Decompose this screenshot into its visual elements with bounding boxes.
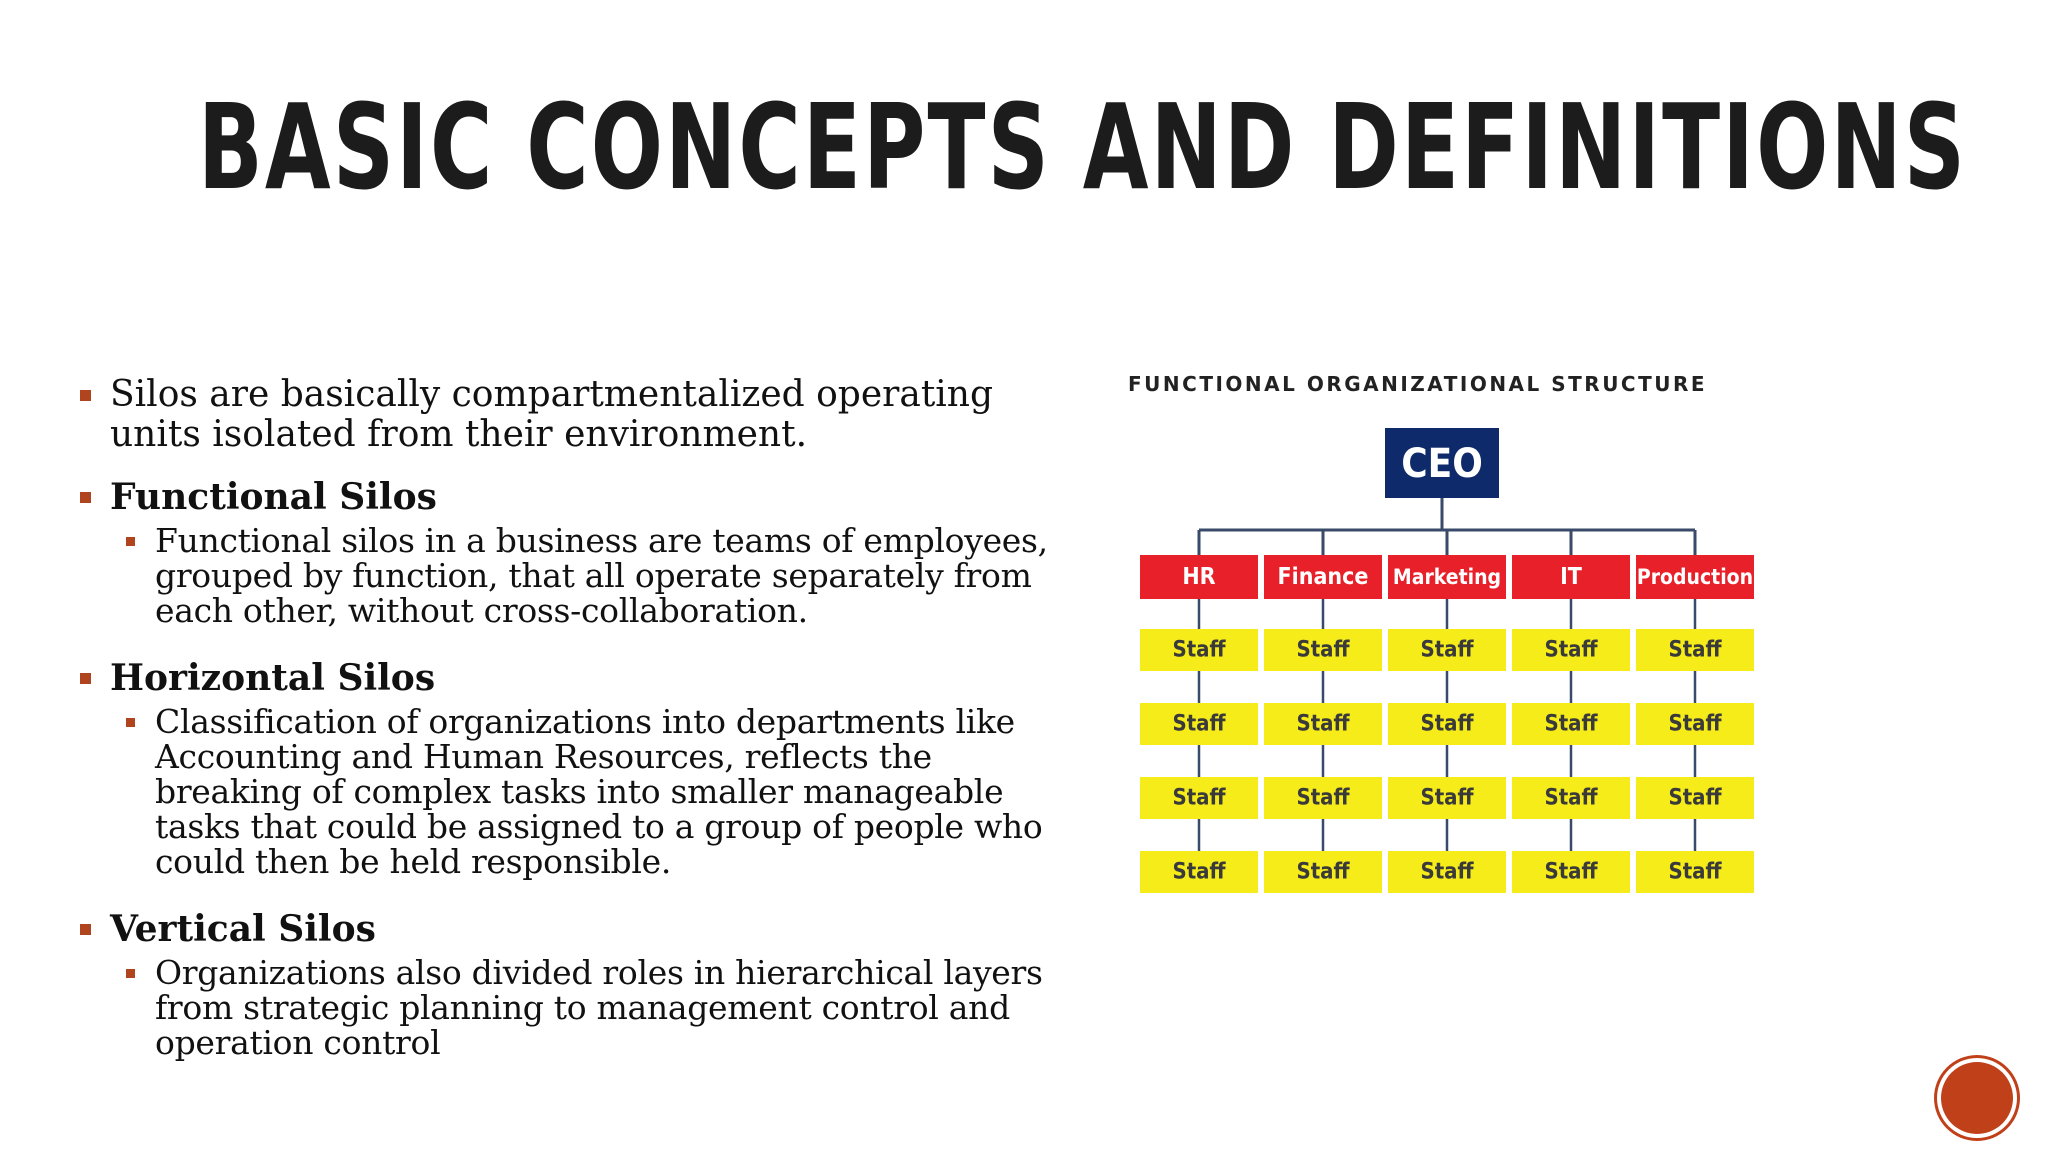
staff-label: Staff xyxy=(1296,711,1350,737)
square-bullet-icon xyxy=(80,492,91,503)
sub-bullet-text: Classification of organizations into departments like Accounting and Human Resources, reflects the breaking of complex tasks into smaller manageable tasks that could be assigned to a group of people who could then be held responsible. xyxy=(155,702,1043,881)
staff-label: Staff xyxy=(1172,859,1226,885)
bullet-list xyxy=(78,375,1088,1090)
square-bullet-icon xyxy=(126,969,135,978)
sub-bullet-functional xyxy=(126,523,1088,628)
staff-label: Staff xyxy=(1420,637,1474,663)
sub-bullet-horizontal xyxy=(126,704,1088,879)
department-label: Marketing xyxy=(1392,565,1502,589)
sub-bullet-text: Functional silos in a business are teams of employees, grouped by function, that all operate separately from each other, without cross-collaboration. xyxy=(155,521,1048,630)
bullet-text: Silos are basically compartmentalized operating units isolated from their environment. xyxy=(110,374,994,455)
square-bullet-icon xyxy=(126,537,135,546)
department-label: IT xyxy=(1560,564,1582,590)
sub-bullet-text: Organizations also divided roles in hierarchical layers from strategic planning to management control and operation control xyxy=(155,953,1043,1062)
staff-label: Staff xyxy=(1420,785,1474,811)
staff-label: Staff xyxy=(1172,711,1226,737)
staff-label: Staff xyxy=(1544,711,1598,737)
square-bullet-icon xyxy=(80,390,91,401)
staff-label: Staff xyxy=(1296,859,1350,885)
bullet-heading: Functional Silos xyxy=(110,476,437,518)
square-bullet-icon xyxy=(126,718,135,727)
staff-label: Staff xyxy=(1668,785,1722,811)
bullet-functional-silos xyxy=(78,477,1088,517)
bullet-vertical-silos xyxy=(78,909,1088,949)
department-label: Finance xyxy=(1277,564,1369,590)
department-label: HR xyxy=(1182,564,1216,590)
square-bullet-icon xyxy=(80,673,91,684)
square-bullet-icon xyxy=(80,924,91,935)
sub-bullet-vertical xyxy=(126,955,1088,1060)
staff-label: Staff xyxy=(1420,859,1474,885)
staff-label: Staff xyxy=(1668,859,1722,885)
ceo-label: CEO xyxy=(1401,441,1483,487)
staff-label: Staff xyxy=(1544,785,1598,811)
staff-label: Staff xyxy=(1668,637,1722,663)
bullet-horizontal-silos xyxy=(78,658,1088,698)
slide-corner-badge xyxy=(1937,1058,2017,1138)
staff-label: Staff xyxy=(1296,637,1350,663)
staff-label: Staff xyxy=(1668,711,1722,737)
org-chart-diagram xyxy=(1120,360,1770,920)
department-label: Production xyxy=(1636,565,1754,589)
slide-title: BASIC CONCEPTS AND DEFINITIONS xyxy=(198,78,1968,216)
staff-label: Staff xyxy=(1544,637,1598,663)
staff-label: Staff xyxy=(1420,711,1474,737)
staff-label: Staff xyxy=(1172,637,1226,663)
bullet-heading: Horizontal Silos xyxy=(110,657,436,699)
bullet-heading: Vertical Silos xyxy=(110,908,376,950)
staff-label: Staff xyxy=(1296,785,1350,811)
org-chart-title: FUNCTIONAL ORGANIZATIONAL STRUCTURE xyxy=(1128,372,1708,396)
bullet-silos-definition xyxy=(78,375,1088,455)
staff-label: Staff xyxy=(1544,859,1598,885)
staff-label: Staff xyxy=(1172,785,1226,811)
org-chart-image xyxy=(1120,360,1770,920)
